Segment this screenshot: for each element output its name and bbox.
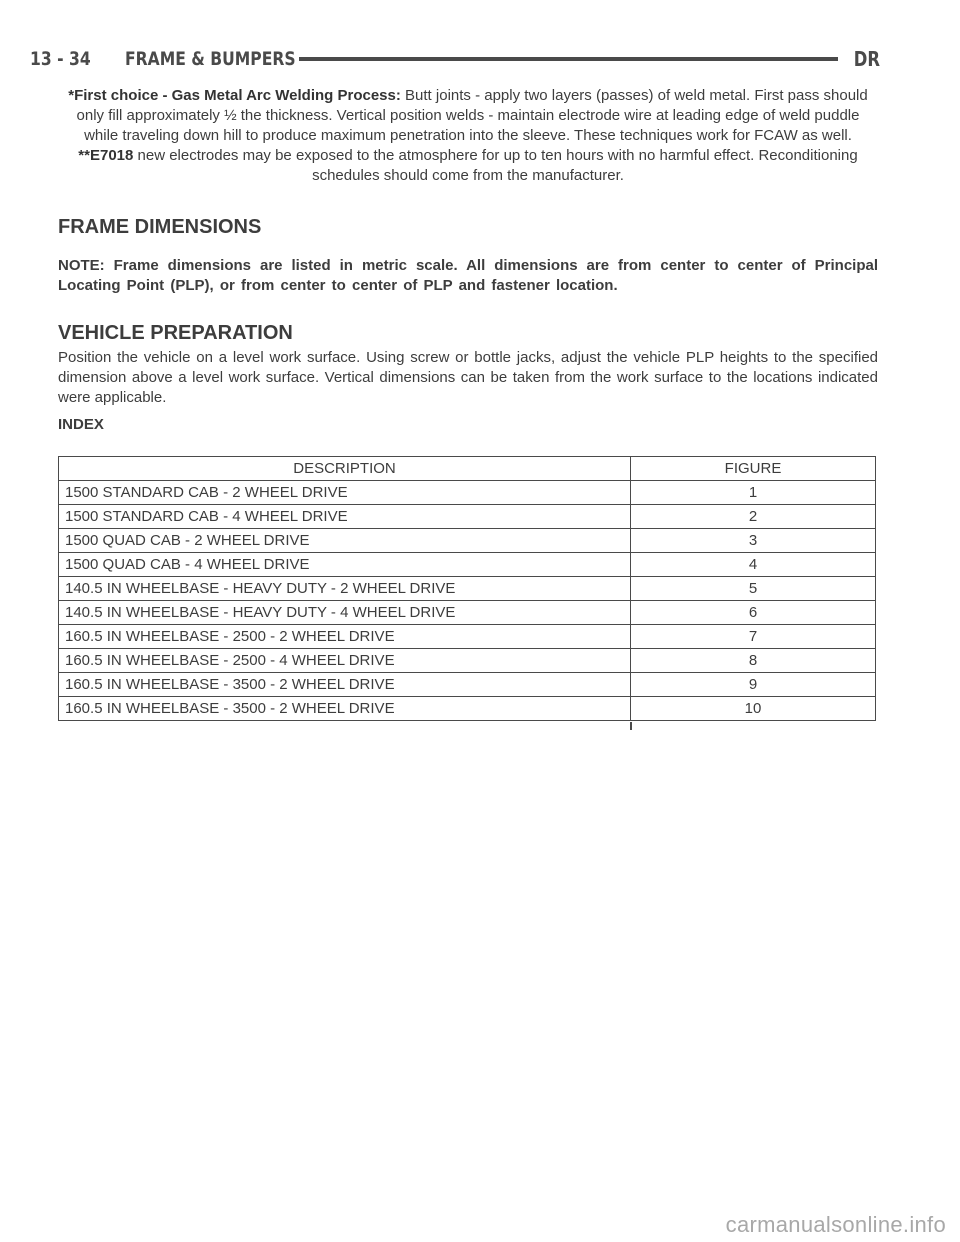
vehicle-preparation-body: Position the vehicle on a level work surface. Using screw or bottle jacks, adjust the vehicle PLP heights to the specified dimension above a level work surface. Vertical dimensions can be taken from the work surface to the locations indicated were applicable. bbox=[58, 349, 878, 406]
table-row bbox=[59, 601, 876, 625]
page-header bbox=[30, 44, 880, 74]
index-table bbox=[58, 456, 876, 721]
watermark: carmanualsonline.info bbox=[725, 1212, 946, 1237]
row-figure: 8 bbox=[631, 649, 876, 673]
row-description: 140.5 IN WHEELBASE - HEAVY DUTY - 4 WHEEL DRIVE bbox=[59, 601, 631, 625]
row-description: 160.5 IN WHEELBASE - 3500 - 2 WHEEL DRIVE bbox=[59, 697, 631, 721]
row-figure: 4 bbox=[631, 553, 876, 577]
row-figure: 9 bbox=[631, 673, 876, 697]
table-row bbox=[59, 577, 876, 601]
row-description: 160.5 IN WHEELBASE - 2500 - 4 WHEEL DRIVE bbox=[59, 649, 631, 673]
frame-dimensions-note: NOTE: Frame dimensions are listed in metric scale. All dimensions are from center to center of Principal Locating Point (PLP), or from center to center of PLP and fastener location. bbox=[58, 257, 878, 294]
model-code: DR bbox=[853, 47, 880, 71]
row-description: 1500 STANDARD CAB - 2 WHEEL DRIVE bbox=[59, 481, 631, 505]
row-description: 1500 QUAD CAB - 4 WHEEL DRIVE bbox=[59, 553, 631, 577]
first-choice-note bbox=[58, 86, 878, 146]
row-figure: 7 bbox=[631, 625, 876, 649]
row-figure: 1 bbox=[631, 481, 876, 505]
column-header-figure: FIGURE bbox=[631, 457, 876, 481]
table-row bbox=[59, 505, 876, 529]
row-figure: 10 bbox=[631, 697, 876, 721]
welding-notes bbox=[58, 86, 878, 186]
vehicle-preparation-heading: VEHICLE PREPARATION bbox=[58, 322, 293, 344]
page-number: 13 - 34 bbox=[30, 48, 91, 70]
table-row bbox=[59, 625, 876, 649]
row-description: 1500 QUAD CAB - 2 WHEEL DRIVE bbox=[59, 529, 631, 553]
table-row bbox=[59, 697, 876, 721]
row-description: 160.5 IN WHEELBASE - 2500 - 2 WHEEL DRIVE bbox=[59, 625, 631, 649]
table-row bbox=[59, 673, 876, 697]
table-row bbox=[59, 649, 876, 673]
table-row bbox=[59, 553, 876, 577]
header-rule bbox=[299, 57, 838, 61]
table-row bbox=[59, 529, 876, 553]
first-choice-text: Butt joints - apply two layers (passes) of weld metal. First pass should only fill approximately ½ the thickness. Vertical position welds - maintain electrode wire at leading edge of weld puddle while traveling down hill to produce maximum penetration into the sleeve. These techniques work for FCAW as well. bbox=[76, 87, 868, 144]
row-description: 140.5 IN WHEELBASE - HEAVY DUTY - 2 WHEEL DRIVE bbox=[59, 577, 631, 601]
index-label: INDEX bbox=[58, 416, 104, 433]
column-header-description: DESCRIPTION bbox=[59, 457, 631, 481]
table-divider-tick bbox=[630, 722, 632, 730]
e7018-note bbox=[58, 146, 878, 186]
first-choice-label: *First choice - Gas Metal Arc Welding Process: bbox=[68, 87, 401, 104]
e7018-label: **E7018 bbox=[78, 147, 134, 164]
row-description: 160.5 IN WHEELBASE - 3500 - 2 WHEEL DRIVE bbox=[59, 673, 631, 697]
e7018-text: new electrodes may be exposed to the atmosphere for up to ten hours with no harmful effect. Reconditioning schedules should come from the manufacturer. bbox=[137, 147, 858, 184]
index-header-row bbox=[59, 457, 876, 481]
row-figure: 2 bbox=[631, 505, 876, 529]
row-figure: 3 bbox=[631, 529, 876, 553]
row-figure: 5 bbox=[631, 577, 876, 601]
frame-dimensions-heading: FRAME DIMENSIONS bbox=[58, 216, 262, 238]
row-figure: 6 bbox=[631, 601, 876, 625]
index-table-body bbox=[59, 481, 876, 721]
section-title: FRAME & BUMPERS bbox=[125, 48, 296, 70]
row-description: 1500 STANDARD CAB - 4 WHEEL DRIVE bbox=[59, 505, 631, 529]
table-row bbox=[59, 481, 876, 505]
